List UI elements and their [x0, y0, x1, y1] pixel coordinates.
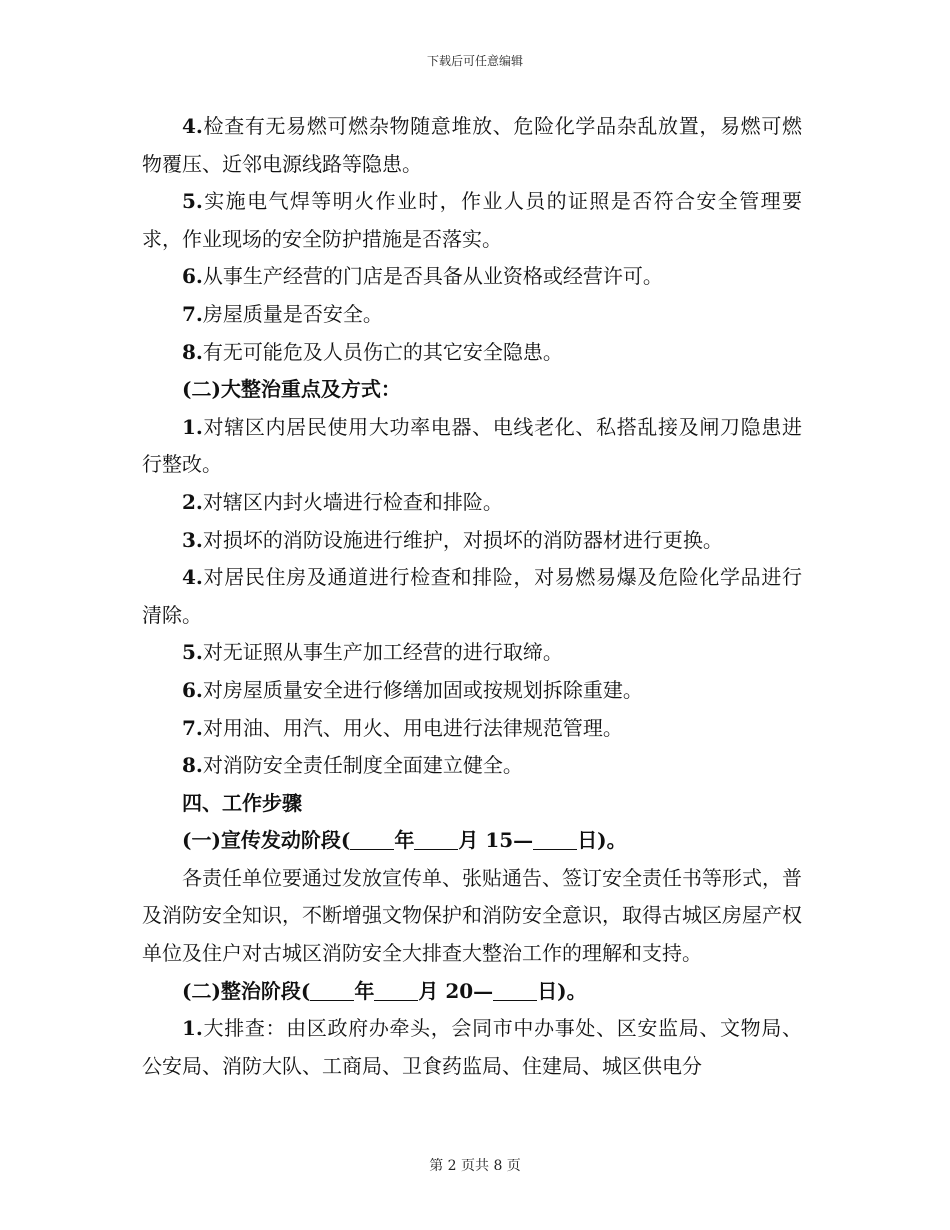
- item-number: 3.: [182, 527, 203, 552]
- item-number: 6.: [182, 264, 203, 289]
- item-text: 对房屋质量安全进行修缮加固或按规划拆除重建。: [202, 677, 643, 702]
- item-text: 对辖区内居民使用大功率电器、电线老化、私搭乱接及闸刀隐患进行整改。: [142, 414, 802, 477]
- list-item: [142, 559, 802, 634]
- item-text: 有无可能危及人员伤亡的其它安全隐患。: [202, 339, 563, 364]
- body-paragraph: 各责任单位要通过发放宣传单、张贴通告、签订安全责任书等形式，普及消防安全知识，不断增强文物保护和消防安全意识，取得古城区房屋产权单位及住户对古城区消防安全大排查大整治工作的理解和支持。: [142, 865, 802, 966]
- item-text: 从事生产经营的门店是否具备从业资格或经营许可。: [202, 264, 663, 289]
- list-item: [142, 1010, 802, 1085]
- date-blank: [493, 980, 537, 1001]
- list-item: [142, 710, 802, 748]
- stage-year: 年: [394, 828, 415, 853]
- item-text: 对用油、用汽、用火、用电进行法律规范管理。: [202, 715, 623, 740]
- item-number: 2.: [182, 489, 203, 514]
- stage-month: 月 15—: [458, 828, 534, 853]
- page-header: 下载后可任意编辑: [426, 54, 523, 68]
- item-number: 4.: [182, 114, 203, 138]
- page-footer: 第 2 页共 8 页: [429, 1158, 521, 1174]
- item-number: 1.: [182, 414, 203, 439]
- list-item: [142, 258, 802, 296]
- list-item: [142, 634, 802, 672]
- item-number: 5.: [182, 640, 203, 665]
- item-text: 对无证照从事生产加工经营的进行取缔。: [202, 640, 563, 665]
- stage-day: 日)。: [577, 828, 627, 853]
- stage-heading: [142, 973, 802, 1011]
- item-text: 对损坏的消防设施进行维护，对损坏的消防器材进行更换。: [202, 527, 723, 552]
- item-number: 7.: [182, 715, 203, 740]
- stage-heading: [142, 822, 802, 860]
- date-blank: [310, 980, 354, 1001]
- list-item: [142, 183, 802, 258]
- item-text: 对居民住房及通道进行检查和排险，对易燃易爆及危险化学品进行清除。: [142, 565, 802, 627]
- item-number: 5.: [182, 189, 203, 214]
- item-number: 8.: [182, 753, 203, 778]
- item-number: 4.: [182, 565, 203, 590]
- item-text: 对辖区内封火墙进行检查和排险。: [202, 489, 503, 514]
- list-item: [142, 334, 802, 372]
- stage-month: 月 20—: [418, 978, 494, 1003]
- item-text: 对消防安全责任制度全面建立健全。: [202, 753, 523, 778]
- stage-year: 年: [354, 978, 375, 1003]
- list-item: [142, 672, 802, 710]
- list-item: [142, 484, 802, 522]
- item-number: 1.: [182, 1016, 203, 1041]
- stage-prefix: (一)宣传发动阶段(: [182, 828, 351, 853]
- item-text: 实施电气焊等明火作业时，作业人员的证照是否符合安全管理要求，作业现场的安全防护措施是否落实。: [142, 189, 802, 251]
- section-heading: (二)大整治重点及方式：: [182, 377, 401, 402]
- item-text: 房屋质量是否安全。: [202, 301, 383, 326]
- stage-prefix: (二)整治阶段(: [182, 978, 311, 1003]
- item-number: 7.: [182, 301, 203, 326]
- item-number: 6.: [182, 677, 203, 702]
- list-item: [142, 522, 802, 560]
- date-blank: [414, 829, 458, 850]
- item-text: 检查有无易燃可燃杂物随意堆放、危险化学品杂乱放置，易燃可燃物覆压、近邻电源线路等隐患。: [142, 114, 802, 176]
- list-item: [142, 296, 802, 334]
- list-item: [142, 747, 802, 785]
- date-blank: [350, 829, 394, 850]
- stage-day: 日)。: [537, 978, 587, 1003]
- item-text: 大排查：由区政府办牵头，会同市中办事处、区安监局、文物局、公安局、消防大队、工商局、卫食药监局、住建局、城区供电分: [142, 1016, 802, 1078]
- date-blank: [533, 829, 577, 850]
- item-number: 8.: [182, 339, 203, 364]
- section-heading: 四、工作步骤: [182, 790, 302, 815]
- date-blank: [374, 980, 418, 1001]
- list-item: [142, 108, 802, 183]
- list-item: [142, 409, 802, 484]
- document-body: [142, 108, 802, 1085]
